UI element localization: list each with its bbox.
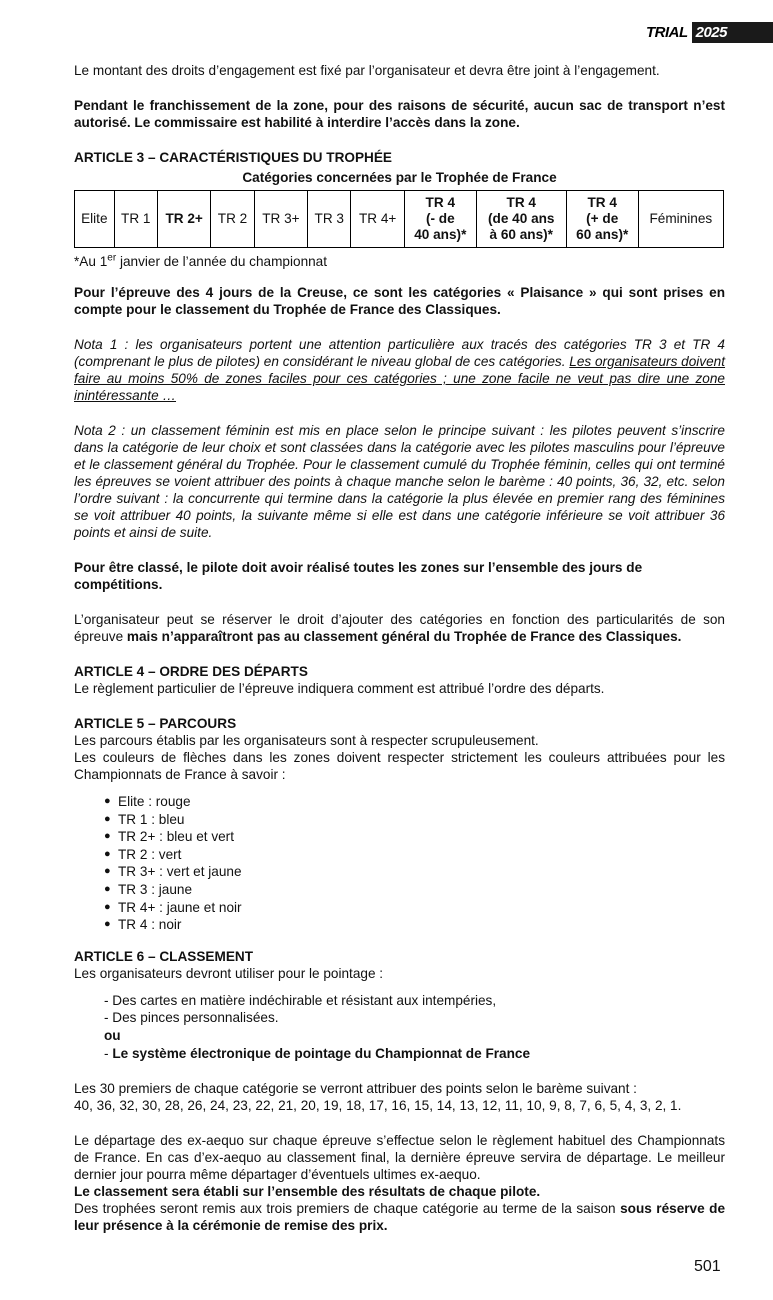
pointage-ou: ou <box>104 1027 121 1043</box>
arrow-color-item: ● TR 4 : noir <box>104 916 725 934</box>
article5-line2: Les couleurs de flèches dans les zones doivent respecter strictement les couleurs attribuées pour les Championnats de France à savoir : <box>74 750 725 782</box>
pointage-option-pinces: - Des pinces personnalisées. <box>104 1010 279 1026</box>
category-cell: TR 3+ <box>254 191 307 248</box>
arrow-colors-list <box>104 793 725 934</box>
arrow-color-item: ● TR 3+ : vert et jaune <box>104 863 725 881</box>
page-header-badge <box>646 22 773 43</box>
paragraph-creuse: Pour l’épreuve des 4 jours de la Creuse, ce sont les catégories « Plaisance » qui sont prises en compte pour le classement du Trophée de France des Classiques. <box>74 285 725 317</box>
table-caption: Catégories concernées par le Trophée de France <box>242 170 557 185</box>
classement-etabli: Le classement sera établi sur l’ensemble des résultats de chaque pilote. <box>74 1184 541 1200</box>
categories-row <box>75 191 724 248</box>
category-cell: TR 4+ <box>351 191 404 248</box>
pointage-options <box>104 992 725 1062</box>
article5-line1: Les parcours établis par les organisateurs sont à respecter scrupuleusement. <box>74 733 539 748</box>
arrow-color-item: ● TR 1 : bleu <box>104 811 725 829</box>
header-year: 2025 <box>692 22 773 43</box>
paragraph-ajout: L’organisateur peut se réserver le droit d’ajouter des catégories en fonction des particularités de son épreuve mais n’apparaîtront pas au classement général du Trophée de France des Classiques. <box>74 612 725 644</box>
article3-title: ARTICLE 3 – CARACTÉRISTIQUES DU TROPHÉE <box>74 150 392 165</box>
nota-2: Nota 2 : un classement féminin est mis en place selon le principe suivant : les pilotes peuvent s’inscrire dans la catégorie de leur choix et sont classées dans la catégorie avec les pilotes masculins pour l’épreuve et le classement général du Trophée. Pour le classement cumulé du Trophée féminin, celles qui ont terminé les épreuves se voient attribuer des points à chaque manche selon le barème : 40 points, 36, 32, etc. selon l’ordre suivant : la concurrente qui termine dans la catégorie la plus élevée en premier rang des féminines se voit attribuer 40 points, la suivante même si elle est dans une catégorie inférieure se voit attribuer 36 points et ainsi de suite. <box>74 423 725 540</box>
arrow-color-item: ● TR 3 : jaune <box>104 881 725 899</box>
trophees-text: Des trophées seront remis aux trois premiers de chaque catégorie au terme de la saison sous réserve de leur présence à la cérémonie de remise des prix. <box>74 1201 726 1234</box>
table-footnote: *Au 1er janvier de l’année du championnat <box>74 252 328 269</box>
category-cell: TR 1 <box>114 191 157 248</box>
article6-title: ARTICLE 6 – CLASSEMENT <box>74 948 254 964</box>
arrow-color-item: ● Elite : rouge <box>104 793 725 811</box>
header-title: TRIAL <box>645 24 688 41</box>
category-cell: TR 2 <box>211 191 254 248</box>
arrow-color-item: ● TR 2 : vert <box>104 846 725 864</box>
category-cell: Féminines <box>638 191 723 248</box>
document-body <box>74 62 725 1234</box>
article4-title: ARTICLE 4 – ORDRE DES DÉPARTS <box>74 664 308 679</box>
points-intro: Les 30 premiers de chaque catégorie se verront attribuer des points selon le barème suivant : <box>74 1081 637 1097</box>
category-cell: TR 2+ <box>157 191 210 248</box>
pointage-option-cards: - Des cartes en matière indéchirable et résistant aux intempéries, <box>104 992 497 1008</box>
article6-intro: Les organisateurs devront utiliser pour le pointage : <box>74 965 384 981</box>
arrow-color-item: ● TR 4+ : jaune et noir <box>104 899 725 917</box>
categories-table <box>74 190 724 248</box>
category-cell: Elite <box>75 191 115 248</box>
category-cell: TR 4 (de 40 ans à 60 ans)* <box>476 191 566 248</box>
category-cell: TR 4 (- de 40 ans)* <box>404 191 476 248</box>
points-list: 40, 36, 32, 30, 28, 26, 24, 23, 22, 21, 20, 19, 18, 17, 16, 15, 14, 13, 12, 11, 10, 9, 8, 7, 6, 5, 4, 3, 2, 1. <box>74 1098 682 1114</box>
paragraph-droits: Le montant des droits d’engagement est fixé par l’organisateur et devra être joint à l’engagement. <box>74 63 660 78</box>
nota-1: Nota 1 : les organisateurs portent une attention particulière aux tracés des catégories TR 3 et TR 4 (comprenant le plus de pilotes) en considérant le niveau global de ces catégories. Les organisateurs doivent faire au moins 50% de zones faciles pour ces catégories ; une zone facile ne veut pas dire une zone inintéressante … <box>74 337 726 403</box>
category-cell: TR 3 <box>308 191 351 248</box>
pointage-option-electronique: - Le système électronique de pointage du Championnat de France <box>104 1045 531 1061</box>
article5-title: ARTICLE 5 – PARCOURS <box>74 716 237 731</box>
departage-text: Le départage des ex-aequo sur chaque épreuve s’effectue selon le règlement habituel des Championnats de France. En cas d’ex-aequo au classement final, la dernière épreuve servira de départage. Le meilleur dernier jour pourra même départager d’éventuels ultimes ex-aequo. <box>74 1133 725 1183</box>
nota-1-underlined: Les organisateurs doivent faire au moins 50% de zones faciles pour ces catégories ; une zone facile ne veut pas dire une zone inintéressante … <box>74 354 726 403</box>
category-cell: TR 4 (+ de 60 ans)* <box>566 191 638 248</box>
page-number: 501 <box>694 1258 721 1275</box>
paragraph-classe: Pour être classé, le pilote doit avoir réalisé toutes les zones sur l’ensemble des jours de compétitions. <box>74 560 643 592</box>
arrow-color-item: ● TR 2+ : bleu et vert <box>104 828 725 846</box>
paragraph-securite: Pendant le franchissement de la zone, pour des raisons de sécurité, aucun sac de transport n’est autorisé. Le commissaire est habilité à interdire l’accès dans la zone. <box>74 98 725 130</box>
article4-text: Le règlement particulier de l’épreuve indiquera comment est attribué l’ordre des départs. <box>74 681 605 696</box>
